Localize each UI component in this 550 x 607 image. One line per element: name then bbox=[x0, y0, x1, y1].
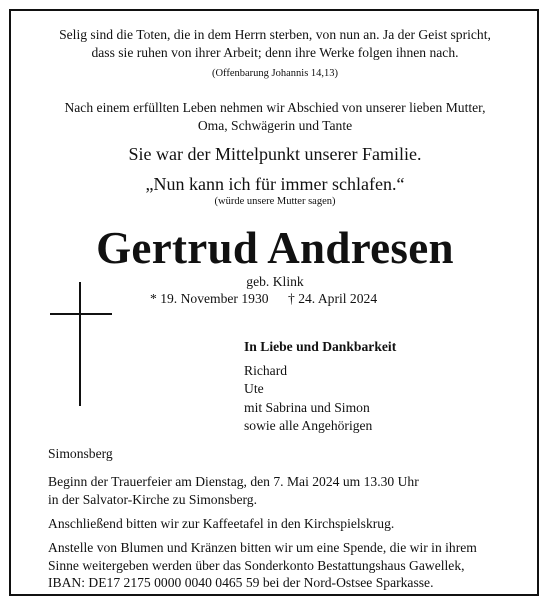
cross-icon bbox=[50, 282, 112, 406]
farewell-line: Oma, Schwägerin und Tante bbox=[197, 118, 353, 133]
donation-line: Anstelle von Blumen und Kränzen bitten wir um eine Spende, die wir in ihrem bbox=[48, 540, 477, 555]
mourner-name: mit Sabrina und Simon bbox=[244, 399, 370, 415]
service-line: in der Salvator-Kirche zu Simonsberg. bbox=[48, 491, 257, 507]
centerpiece-line: Sie war der Mittelpunkt unserer Familie. bbox=[128, 144, 422, 164]
quote-note: (würde unsere Mutter sagen) bbox=[214, 196, 336, 207]
cross-horizontal-bar bbox=[50, 313, 112, 315]
verse-line: dass sie ruhen von ihrer Arbeit; denn ihre Werke folgen ihnen nach. bbox=[91, 45, 459, 60]
service-details bbox=[48, 473, 508, 508]
farewell-text bbox=[40, 99, 510, 135]
donation-line: Sinne weitergeben werden über das Sonderkonto Bestattungshaus Gawellek, bbox=[48, 557, 465, 573]
mourner-name: Ute bbox=[244, 381, 264, 396]
maiden-name: geb. Klink bbox=[246, 274, 304, 289]
place-name: Simonsberg bbox=[48, 446, 113, 461]
verse-line: Selig sind die Toten, die in dem Herrn sterben, von nun an. Ja der Geist spricht, bbox=[59, 27, 491, 42]
deceased-name: Gertrud Andresen bbox=[96, 223, 454, 273]
mourners-block bbox=[244, 338, 504, 436]
death-date: † 24. April 2024 bbox=[288, 291, 378, 306]
bible-verse bbox=[40, 26, 510, 62]
cross-vertical-bar bbox=[79, 282, 81, 406]
farewell-line: Nach einem erfüllten Leben nehmen wir Abschied von unserer lieben Mutter, bbox=[64, 100, 486, 115]
mourner-name: Richard bbox=[244, 362, 288, 378]
reception-details: Anschließend bitten wir zur Kaffeetafel in den Kirchspielskrug. bbox=[48, 516, 395, 531]
donation-details bbox=[48, 539, 508, 592]
mourner-name: sowie alle Angehörigen bbox=[244, 418, 373, 433]
mourners-heading: In Liebe und Dankbarkeit bbox=[244, 339, 397, 354]
verse-source: (Offenbarung Johannis 14,13) bbox=[211, 68, 339, 79]
birth-date: * 19. November 1930 bbox=[150, 291, 269, 306]
service-line: Beginn der Trauerfeier am Dienstag, den 7. Mai 2024 um 13.30 Uhr bbox=[48, 474, 419, 489]
quote: „Nun kann ich für immer schlafen.“ bbox=[145, 174, 405, 194]
donation-line: IBAN: DE17 2175 0000 0040 0465 59 bei der Nord-Ostsee Sparkasse. bbox=[48, 575, 434, 590]
